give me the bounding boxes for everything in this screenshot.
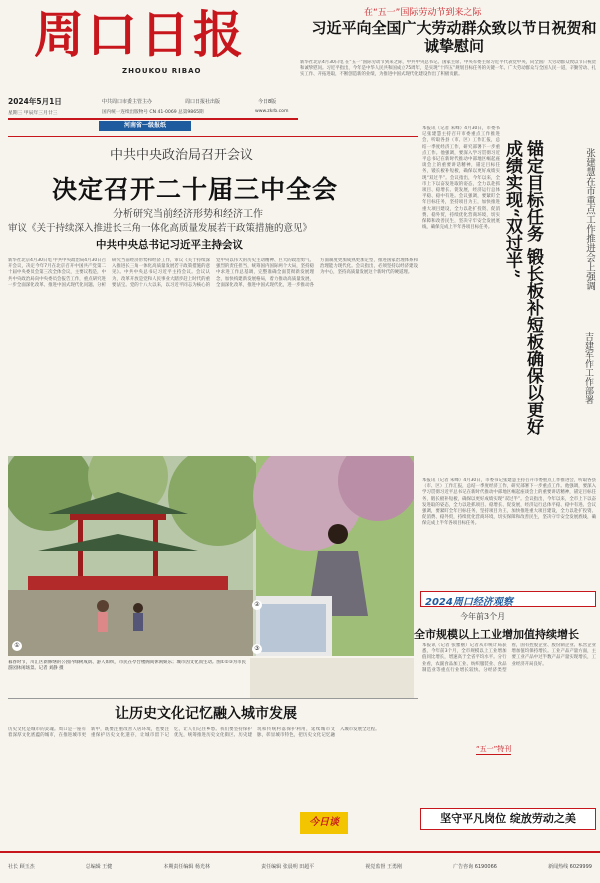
- right-byline: 张建慧在市重点工作推进会上强调: [584, 148, 595, 291]
- photo-illustration: [8, 456, 414, 656]
- right-body-b: 本报讯（记者 朱峰）4月30日，市委书记张建慧主持召开市委重点工作推进会，听取各县（市、区）工作汇报，总结一季度经济工作，研究部署下一步重点工作。他强调，要深入学习贯彻习近平总书记在新时代推动中部地区崛起座谈会上的重要讲话精神，锚定目标任务，锻长板补短板，确保以更好成绩实现“双过半”。会议指出，今年以来，全市上下以奋发进取的姿态，全力以赴抓项目、稳增长、促发展，经济运行总体平稳、稳中有进。会议强调，要紧盯全年目标任务，坚持项目为王，加快推进重大项目建设，全力以赴扩投资、促消费、稳外贸，持续优化营商环境，切实保障和改善民生，坚决守牢安全发展底线，确保完成上半年各项目标任务。: [422, 478, 596, 527]
- publisher: 周口日报社出版: [185, 99, 221, 105]
- right-body-a: 本报讯（记者 朱峰）4月30日，市委书记张建慧主持召开市委重点工作推进会，听取各县（市、区）工作汇报，总结一季度经济工作，研究部署下一步重点工作。他强调，要深入学习贯彻习近平总书记在新时代推动中部地区崛起座谈会上的重要讲话精神，锚定目标任务，锻长板补短板，确保以更好成绩实现“双过半”。会议指出，今年以来，全市上下以奋发进取的姿态，全力以赴抓项目、稳增长、促发展，经济运行总体平稳、稳中有进。会议强调，要紧盯全年目标任务，坚持项目为王，加快推进重大项目建设，全力以赴扩投资、促消费、稳外贸，持续优化营商环境，切实保障和改善民生，坚决守牢安全发展底线，确保完成上半年各项目标任务。: [422, 126, 500, 231]
- lead-sub3: 中共中央总书记习近平主持会议: [96, 239, 243, 251]
- footer-rule: [0, 851, 600, 853]
- masthead-title: 周口日报: [34, 5, 246, 64]
- obs-kicker: 今年前3个月: [460, 612, 506, 621]
- right-headline: 锚定目标任务 锻长板补短板确保以更好成绩实现“双过半”: [502, 140, 543, 435]
- footer-item: 新闻热线 6029999: [548, 864, 592, 870]
- website: www.zkrb.com: [255, 109, 289, 114]
- obs-headline: 全市规模以上工业增加值持续增长: [414, 628, 579, 641]
- lead-body: 新华社北京4月30日电 中共中央政治局4月30日召开会议，决定今年7月在北京召开中国共产党第二十届中央委员会第三次全体会议，主要议程是，中共中央政治局向中央委员会报告工作，重点研究进一步全面深化改革、推进中国式现代化问题。分析研究当前经济形势和经济工作，审议《关于持续深入推进长三角一体化高质量发展若干政策措施的意见》。中共中央总书记习近平主持会议。会议认为，改革开放是党和人民事业大踏步赶上时代的重要法宝。党的十八大以来，以习近平同志为核心的党中央以伟大的历史主动精神、巨大的政治勇气、强烈的责任担当，统筹国内国际两个大局，坚持稳中求进工作总基调，完整准确全面贯彻新发展理念，加快构建新发展格局，着力推动高质量发展，全面深化改革，推进中国式现代化，进一步推动各方面制度更加成熟更加定型，推进国家治理体系和治理能力现代化。会议指出，必须坚持以经济建设为中心，坚持高质量发展这个新时代的硬道理。: [8, 258, 418, 288]
- feature-tag: “五一”特刊: [476, 745, 512, 753]
- footer-item: 总编辑 王健: [85, 864, 113, 870]
- footer-item: 社长 顾玉杰: [8, 864, 35, 870]
- level-badge: 河南省一级报纸: [99, 121, 191, 131]
- feature-headline: 坚守平凡岗位 绽放劳动之美: [420, 808, 596, 830]
- footer-item: 本期责任编辑 杨光林: [163, 864, 210, 870]
- obs-tag: 2024周口经济观察: [425, 597, 513, 608]
- lead-sub1: 分析研究当前经济形势和经济工作: [113, 209, 263, 220]
- lead-deck: 中共中央政治局召开会议: [110, 148, 254, 163]
- lunar-date: 星期三 甲辰年三月廿三: [8, 111, 58, 116]
- photo-marker-1: ①: [12, 641, 22, 651]
- footer-item: 视觉监督 王勇刚: [365, 864, 402, 870]
- edition-count: 今日8版: [258, 99, 277, 105]
- cn-number: 国内统一连续出版物号 CN 41-0069 总第9865期: [102, 110, 204, 115]
- lead-headline: 决定召开二十届三中全会: [52, 175, 339, 204]
- lead-photo: [8, 456, 414, 656]
- photo-caption: 暮春时节，川汇区新修缮的公园内绿树成荫、游人如织，市民在亭台楼阁间休闲娱乐；城市因文化而生动。图①②③为市民游园休闲场景。记者 刘静 摄: [8, 660, 246, 672]
- sponsor: 中共周口市委主管主办: [102, 99, 153, 105]
- footer-bar: [0, 855, 600, 879]
- footer-item: 广告咨询 6190066: [453, 864, 497, 870]
- lead-rule-top: [8, 136, 418, 137]
- lead-sub2: 审议《关于持续深入推进长三角一体化高质量发展若干政策措施的意见》: [8, 223, 313, 234]
- right-byline2: 吉建军作工作部署: [583, 332, 593, 404]
- bottom-body: 历史文化是城市的灵魂。周口是一座有着深厚文化底蕴的城市，在推进城市更新中，既要注重改善人居环境，也要注重保护历史文化遗存，让城市留下记忆，让人们记住乡愁。我们要坚持保护优先，统筹推进历史文化街区、历史建筑和传统村落保护利用，延续城市文脉，彰显城市特色，把历史文化记忆融入城市发展全过程。: [8, 727, 380, 739]
- photo-marker-3: ③: [252, 644, 262, 654]
- issue-date: 2024年5月1日: [8, 97, 62, 106]
- top-story-body: 新华社北京4月30日电 在“五一”国际劳动节到来之际，中共中央总书记、国家主席、中央军委主席习近平代表党中央，向全国广大劳动群众致以节日祝贺和诚挚慰问。习近平指出，今年是中华人民共和国成立75周年，是实现“十四五”规划目标任务的关键一年。广大劳动群众与全国人民一道，辛勤劳动、扎实工作、开拓进取，不断创造新的业绩，为推进中国式现代化建设作出了积极贡献。: [300, 60, 596, 78]
- photo-inset: [250, 658, 414, 698]
- jinritan-logo: 今日谈: [300, 812, 348, 834]
- top-story-headline: 习近平向全国广大劳动群众致以节日祝贺和诚挚慰问: [311, 19, 597, 55]
- obs-body: 本报讯（记者 张雅丽）记者从市统计局获悉，今年前3个月，全市规模以上工业增加值同比增长，增速高于全省平均水平。分行业看，农副食品加工业、纺织服装业、食品制造业等重点行业增长较快。分经济类型看，国有控股企业、股份制企业、私营企业增加值均保持增长。工业产品产量方面，主要工业产品中过半数产品产量实现增长，工业经济开局良好。: [422, 643, 596, 673]
- footer-item: 责任编辑 张晨明 田超平: [261, 864, 315, 870]
- bottom-headline: 让历史文化记忆融入城市发展: [115, 706, 297, 722]
- photo-marker-2: ②: [252, 600, 262, 610]
- top-story-kicker: 在“五一”国际劳动节到来之际: [364, 8, 482, 18]
- masthead-pinyin: ZHOUKOU RIBAO: [122, 67, 202, 75]
- masthead-rule: [8, 118, 298, 120]
- bottom-rule: [8, 698, 418, 699]
